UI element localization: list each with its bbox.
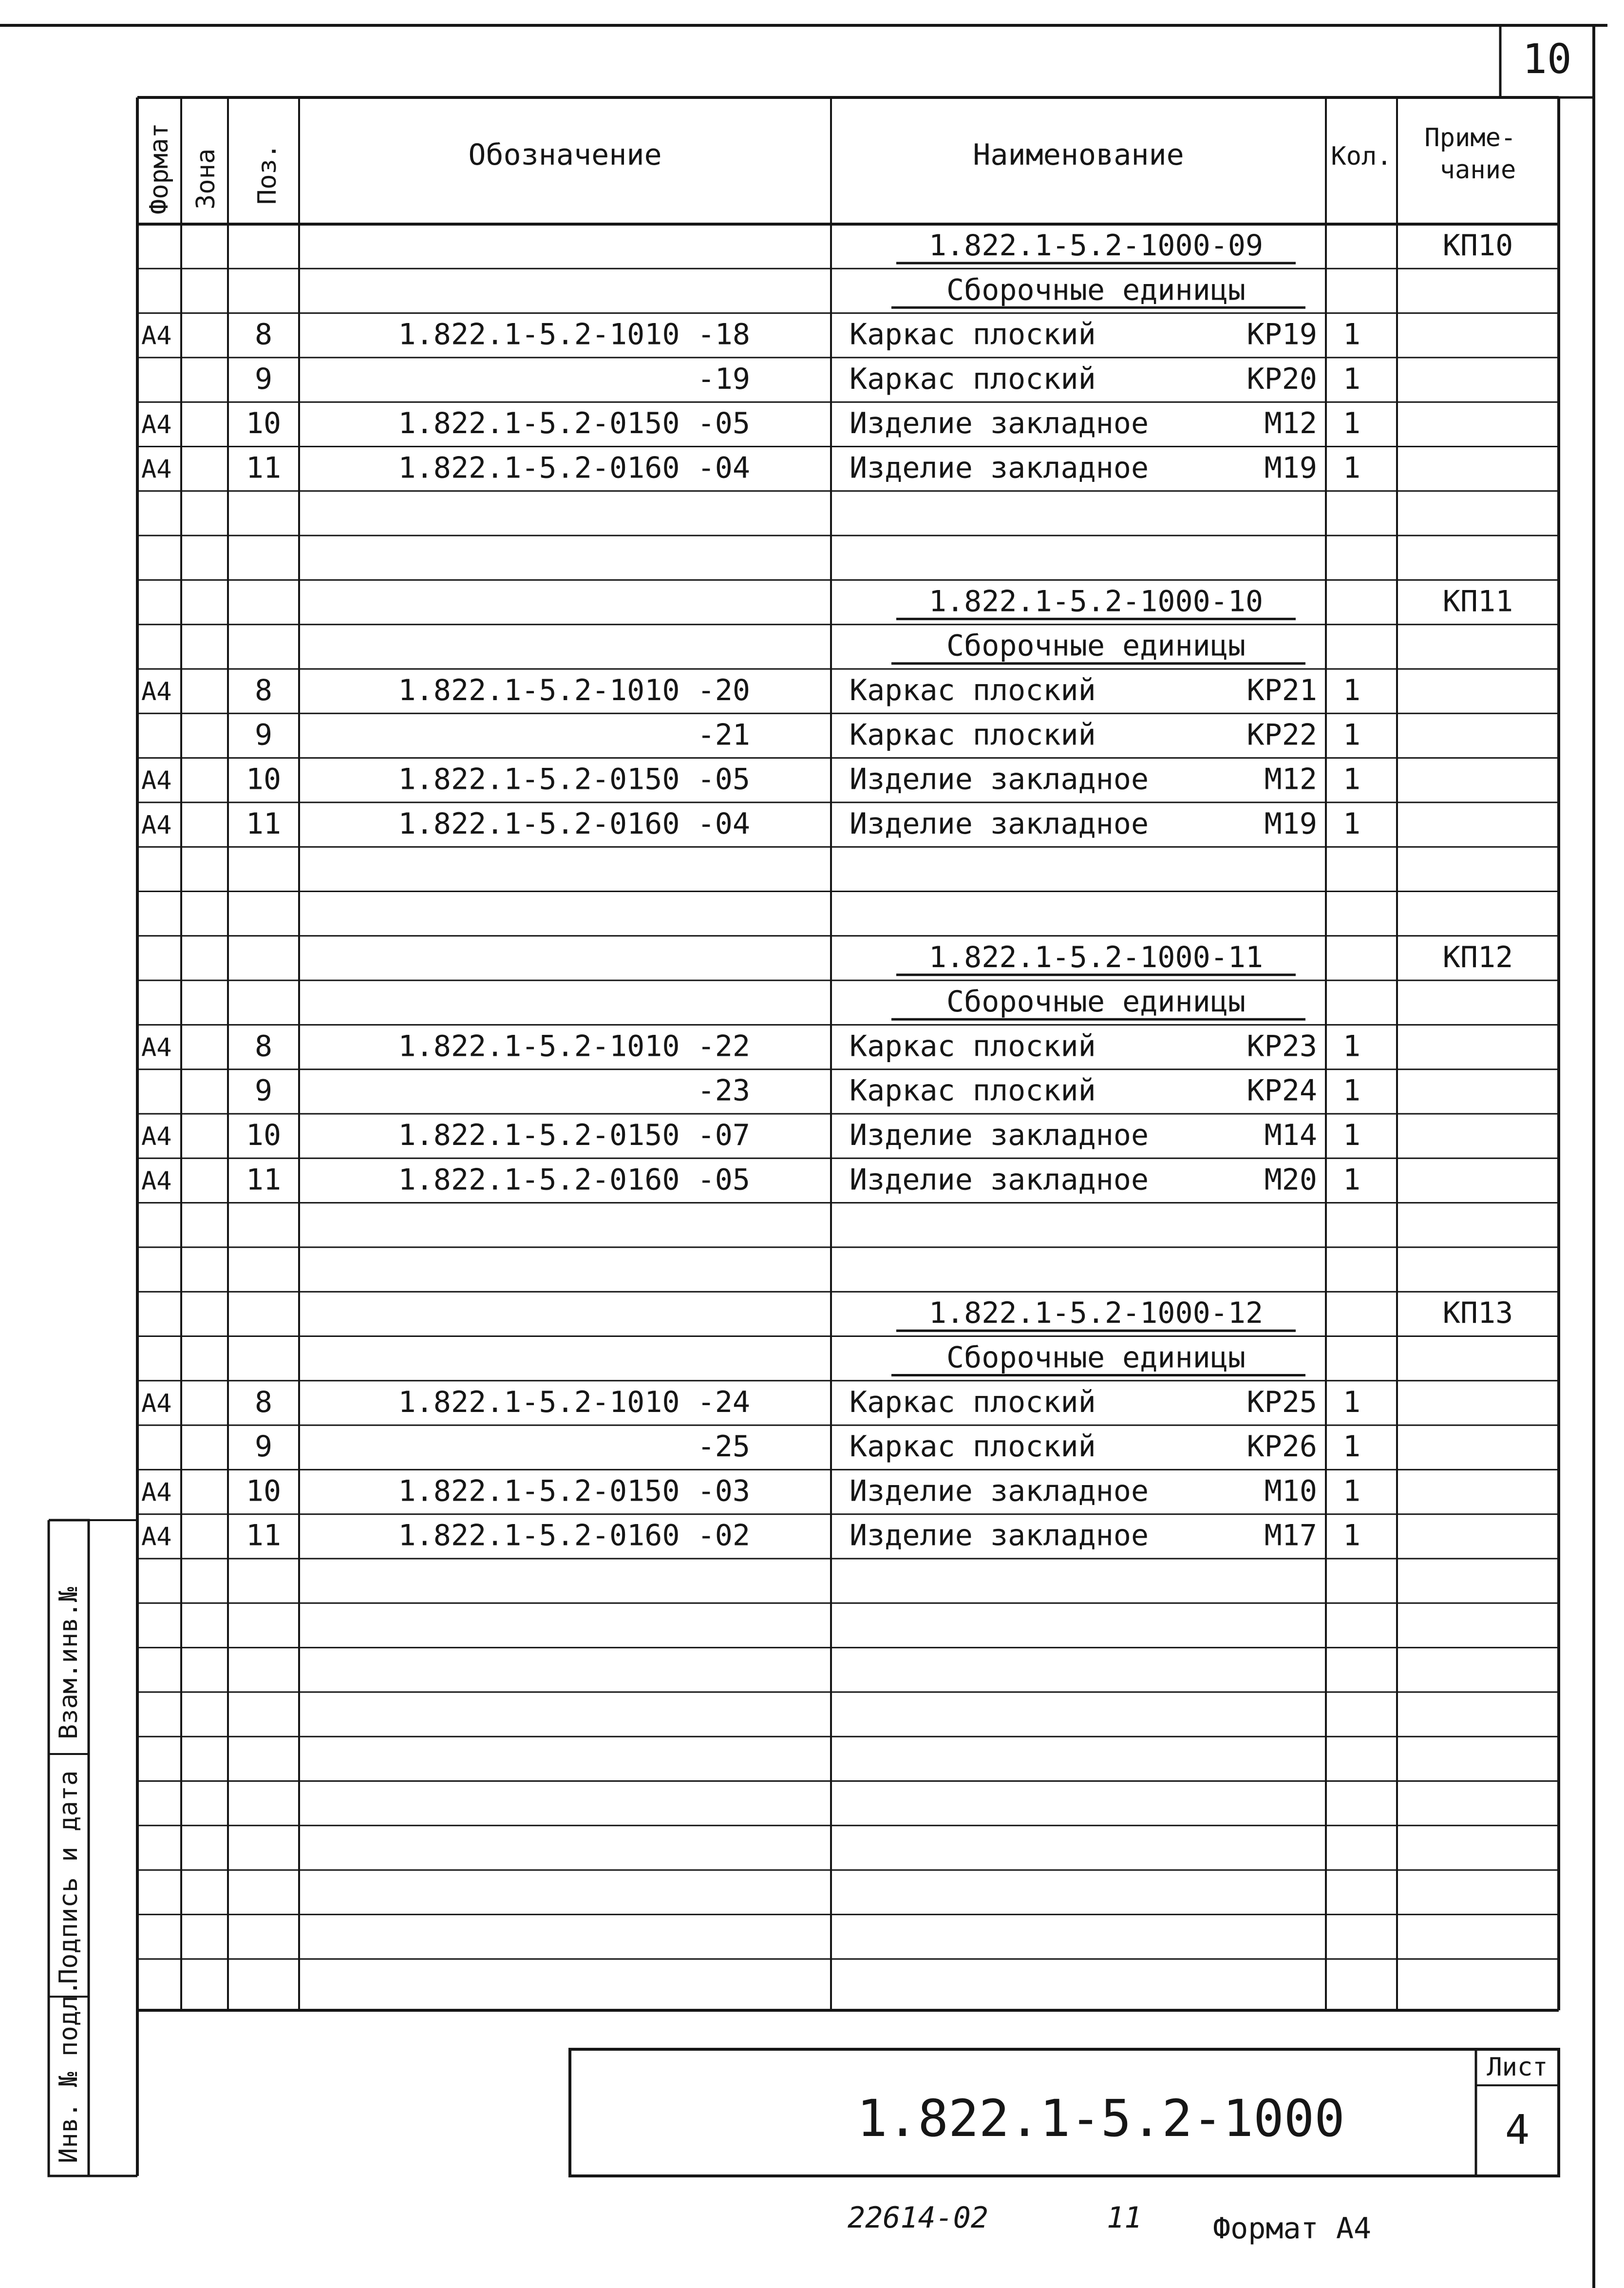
cell-designation: 1.822.1-5.2-0160 -02 <box>398 1518 750 1553</box>
cell-qty: 1 <box>1342 1163 1361 1197</box>
section-title: 1.822.1-5.2-1000-10 <box>928 584 1264 619</box>
table-header <box>145 123 1531 214</box>
cell-mark: КР26 <box>1246 1430 1317 1464</box>
cell-mark: М17 <box>1264 1518 1317 1553</box>
cell-mark: М10 <box>1264 1474 1317 1508</box>
cell-name: Изделие закладное <box>850 806 1149 841</box>
cell-designation: 1.822.1-5.2-0150 -05 <box>398 762 750 797</box>
cell-pos: 8 <box>254 317 273 352</box>
table-row <box>141 807 1360 841</box>
cell-name: Изделие закладное <box>850 1118 1149 1152</box>
cell-designation: 1.822.1-5.2-0160 -05 <box>398 1163 750 1197</box>
section-note: КП11 <box>1442 584 1513 619</box>
table-body <box>141 229 1513 1553</box>
cell-mark: КР24 <box>1246 1073 1317 1108</box>
cell-pos: 10 <box>245 1118 282 1152</box>
cell-mark: М20 <box>1264 1163 1317 1197</box>
cell-qty: 1 <box>1342 1118 1361 1152</box>
cell-name: Изделие закладное <box>850 1518 1149 1553</box>
side-label-inv-orig: Инв. № подл. <box>54 1980 83 2163</box>
order-number: 22614-02 <box>848 2201 988 2235</box>
side-label-inv-replace: Взам.инв.№ <box>54 1586 83 1739</box>
table-row <box>141 318 1360 352</box>
cell-mark: КР22 <box>1246 718 1317 752</box>
cell-designation: 1.822.1-5.2-0150 -05 <box>398 406 750 441</box>
table-row <box>141 1519 1360 1553</box>
cell-mark: КР23 <box>1246 1029 1317 1064</box>
cell-mark: М19 <box>1264 451 1317 485</box>
cell-format: А4 <box>141 1389 172 1418</box>
cell-mark: КР19 <box>1246 317 1317 352</box>
cell-mark: М14 <box>1264 1118 1317 1152</box>
cell-name: Изделие закладное <box>850 1474 1149 1508</box>
cell-name: Каркас плоский <box>850 362 1096 396</box>
table-row <box>141 673 1360 707</box>
section-title: 1.822.1-5.2-1000-12 <box>928 1296 1264 1331</box>
section-subtitle: Сборочные единицы <box>946 629 1246 663</box>
cell-format: А4 <box>141 1522 172 1552</box>
sheet-frame <box>0 25 1607 2288</box>
cell-designation: 1.822.1-5.2-1010 -20 <box>398 673 750 707</box>
cell-name: Каркас плоский <box>850 317 1096 352</box>
cell-designation: -21 <box>697 718 750 752</box>
cell-qty: 1 <box>1342 1385 1361 1419</box>
cell-pos: 11 <box>245 451 282 485</box>
cell-mark: М12 <box>1264 406 1317 441</box>
cell-pos: 9 <box>254 1430 273 1464</box>
cell-format: А4 <box>141 766 172 796</box>
section-title: 1.822.1-5.2-1000-09 <box>928 229 1264 263</box>
cell-format: А4 <box>141 810 172 840</box>
table-row <box>141 1474 1360 1508</box>
cell-qty: 1 <box>1342 1518 1361 1553</box>
cell-qty: 1 <box>1342 1029 1361 1064</box>
cell-mark: КР21 <box>1246 673 1317 707</box>
cell-designation: 1.822.1-5.2-0160 -04 <box>398 451 750 485</box>
table-row <box>255 362 1360 396</box>
cell-qty: 1 <box>1342 1474 1361 1508</box>
cell-format: А4 <box>141 677 172 706</box>
table-row <box>141 1118 1360 1152</box>
cell-designation: 1.822.1-5.2-0150 -07 <box>398 1118 750 1152</box>
cell-format: А4 <box>141 321 172 351</box>
table-row <box>255 1074 1360 1108</box>
section-note: КП12 <box>1442 940 1513 974</box>
cell-qty: 1 <box>1342 673 1361 707</box>
table-row-lines <box>137 268 1559 1959</box>
header-designation: Обозначение <box>468 138 662 172</box>
cell-name: Каркас плоский <box>850 1029 1096 1064</box>
cell-mark: М19 <box>1264 806 1317 841</box>
format-label: Формат А4 <box>1213 2212 1372 2246</box>
cell-mark: КР20 <box>1246 362 1317 396</box>
section-title: 1.822.1-5.2-1000-11 <box>928 940 1264 974</box>
cell-name: Изделие закладное <box>850 451 1149 485</box>
cell-name: Каркас плоский <box>850 673 1096 707</box>
table-row <box>141 451 1360 485</box>
header-name: Наименование <box>973 138 1184 172</box>
cell-pos: 10 <box>245 406 282 441</box>
cell-pos: 11 <box>245 1518 282 1553</box>
cell-qty: 1 <box>1342 1430 1361 1464</box>
cell-name: Изделие закладное <box>850 1163 1149 1197</box>
cell-pos: 8 <box>254 673 273 707</box>
side-label-sign-date: Подпись и дата <box>54 1770 83 1984</box>
cell-designation: 1.822.1-5.2-0160 -04 <box>398 806 750 841</box>
cell-name: Каркас плоский <box>850 1073 1096 1108</box>
cell-qty: 1 <box>1342 451 1361 485</box>
cell-pos: 9 <box>254 718 273 752</box>
table-row <box>141 406 1360 440</box>
header-qty: Кол. <box>1331 142 1392 171</box>
cell-name: Каркас плоский <box>850 1430 1096 1464</box>
document-code: 1.822.1-5.2-1000 <box>857 2089 1345 2148</box>
section-note: КП10 <box>1442 229 1513 263</box>
cell-pos: 9 <box>254 362 273 396</box>
section-note: КП13 <box>1442 1296 1513 1331</box>
sheet-number: 4 <box>1505 2106 1530 2154</box>
cell-qty: 1 <box>1342 317 1361 352</box>
cell-qty: 1 <box>1342 362 1361 396</box>
cell-format: А4 <box>141 1478 172 1507</box>
section-subtitle: Сборочные единицы <box>946 1340 1246 1375</box>
cell-mark: М12 <box>1264 762 1317 797</box>
section-subtitle: Сборочные единицы <box>946 985 1246 1019</box>
header-format: Формат <box>145 123 174 214</box>
table-row <box>141 1385 1360 1419</box>
header-pos: Поз. <box>253 143 282 205</box>
cell-qty: 1 <box>1342 1073 1361 1108</box>
table-row <box>141 1029 1360 1063</box>
cell-mark: КР25 <box>1246 1385 1317 1419</box>
cell-format: А4 <box>141 1033 172 1063</box>
cell-format: А4 <box>141 455 172 484</box>
cell-pos: 11 <box>245 1163 282 1197</box>
cell-qty: 1 <box>1342 762 1361 797</box>
cell-format: А4 <box>141 410 172 440</box>
cell-name: Изделие закладное <box>850 762 1149 797</box>
cell-designation: 1.822.1-5.2-1010 -22 <box>398 1029 750 1064</box>
cell-pos: 10 <box>245 1474 282 1508</box>
header-zone: Зона <box>191 148 221 210</box>
page-number: 10 <box>1522 35 1572 83</box>
section-subtitle: Сборочные единицы <box>946 273 1246 307</box>
cell-designation: -23 <box>697 1073 750 1108</box>
cell-designation: 1.822.1-5.2-1010 -24 <box>398 1385 750 1419</box>
table-row <box>141 763 1360 797</box>
sheet-label: Лист <box>1487 2053 1548 2082</box>
table-row <box>255 718 1360 752</box>
cell-pos: 9 <box>254 1073 273 1108</box>
cell-designation: -25 <box>697 1430 750 1464</box>
header-note: Приме- чание <box>1424 123 1516 185</box>
cell-pos: 8 <box>254 1029 273 1064</box>
cell-qty: 1 <box>1342 406 1361 441</box>
table-row <box>141 1163 1360 1197</box>
cell-qty: 1 <box>1342 718 1361 752</box>
cell-name: Каркас плоский <box>850 1385 1096 1419</box>
cell-pos: 8 <box>254 1385 273 1419</box>
cell-name: Изделие закладное <box>850 406 1149 441</box>
cell-format: А4 <box>141 1166 172 1196</box>
cell-qty: 1 <box>1342 806 1361 841</box>
cell-designation: 1.822.1-5.2-1010 -18 <box>398 317 750 352</box>
copy-number: 11 <box>1107 2201 1142 2235</box>
cell-name: Каркас плоский <box>850 718 1096 752</box>
cell-pos: 11 <box>245 806 282 841</box>
cell-format: А4 <box>141 1122 172 1151</box>
table-row <box>255 1430 1360 1464</box>
cell-designation: 1.822.1-5.2-0150 -03 <box>398 1474 750 1508</box>
cell-pos: 10 <box>245 762 282 797</box>
cell-designation: -19 <box>697 362 750 396</box>
